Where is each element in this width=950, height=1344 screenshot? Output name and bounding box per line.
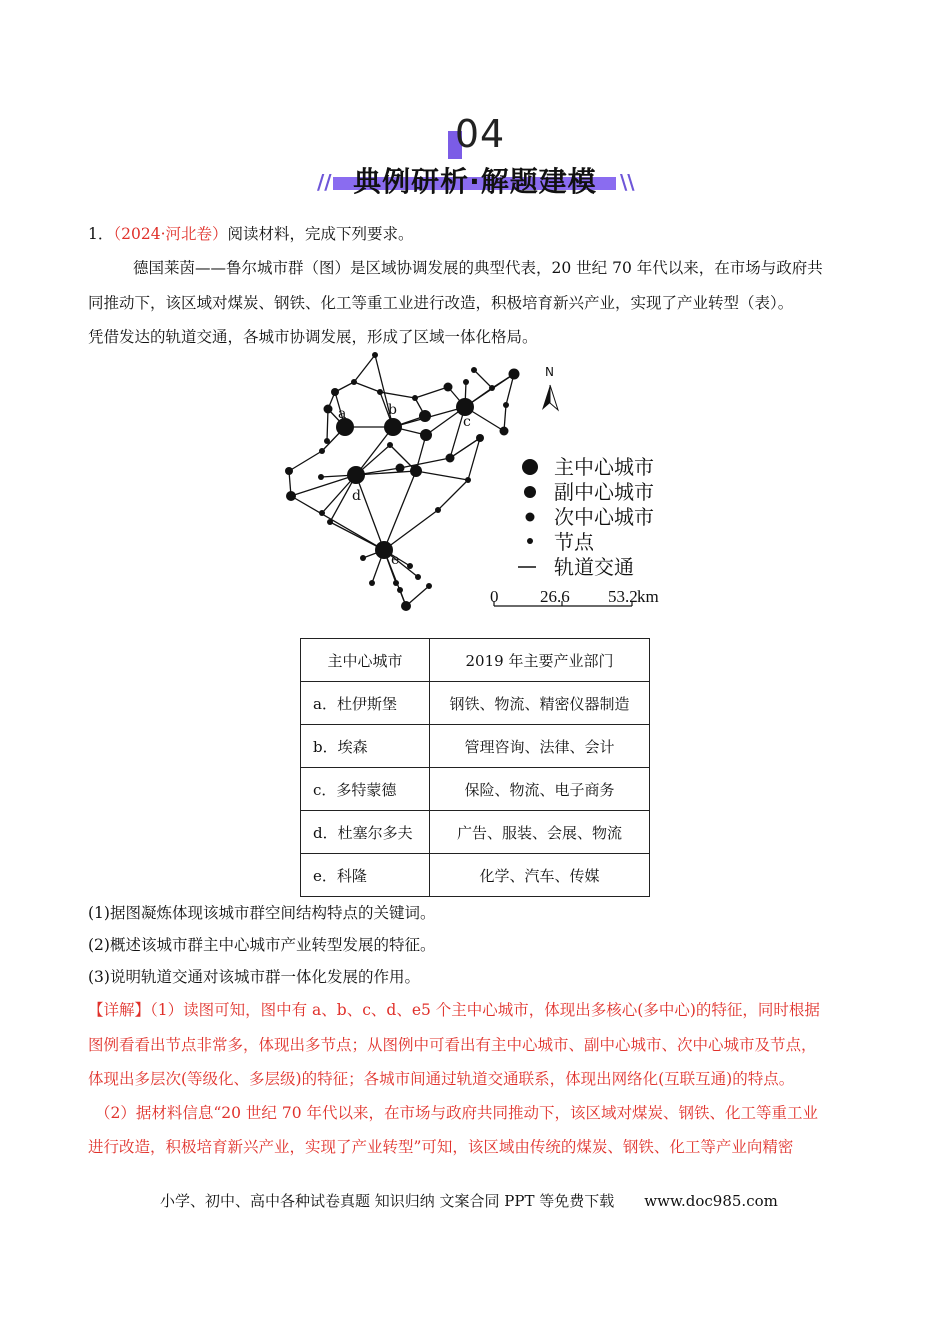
city-label-d: d: [352, 488, 361, 504]
answer-text-1: （1）读图可知，图中有 a、b、c、d、e5 个主中心城市，体现出多核心(多中心)的特征，同时根据: [150, 1001, 820, 1019]
table-cell-industry: 钢铁、物流、精密仪器制造: [430, 682, 650, 725]
question-heading: [88, 224, 414, 244]
answer-line-2: 图例看看出节点非常多，体现出多节点；从图例中可看出有主中心城市、副中心城市、次中心城市及节点，: [88, 1036, 817, 1054]
table-cell-industry: 化学、汽车、传媒: [430, 854, 650, 897]
table-row: [301, 682, 650, 725]
rail-network: [289, 355, 514, 606]
scale-label-0: 0: [490, 587, 499, 606]
section-title: 典例研析·解题建模: [353, 165, 597, 198]
material-line-3: 凭借发达的轨道交通，各城市协调发展，形成了区域一体化格局。: [88, 328, 538, 346]
table-header-industry: 2019 年主要产业部门: [430, 639, 650, 682]
answer-line-4: （2）据材料信息“20 世纪 70 年代以来，在市场与政府共同推动下，该区域对煤炭、钢铁、化工等重工业: [95, 1104, 819, 1122]
map-legend: [518, 456, 654, 579]
sub-question-3: (3)说明轨道交通对该城市群一体化发展的作用。: [88, 968, 420, 986]
answer-line-1: [88, 1000, 820, 1020]
table-row: [301, 768, 650, 811]
industry-table: [300, 638, 650, 897]
slash-decoration-right: \\: [620, 170, 635, 194]
table-cell-city: b．埃森: [301, 725, 430, 768]
table-cell-industry: 广告、服装、会展、物流: [430, 811, 650, 854]
sub-question-1: (1)据图凝炼体现该城市群空间结构特点的关键词。: [88, 904, 436, 922]
material-line-1: 德国莱茵——鲁尔城市群（图）是区域协调发展的典型代表，20 世纪 70 年代以来，在市场与政府共: [133, 259, 823, 277]
slash-decoration-left: //: [317, 170, 332, 194]
footer-url[interactable]: www.doc985.com: [644, 1192, 778, 1210]
city-label-c: c: [463, 414, 471, 430]
table-row: [301, 811, 650, 854]
city-label-a: a: [338, 406, 347, 422]
material-line-2: 同推动下，该区域对煤炭、钢铁、化工等重工业进行改造，积极培育新兴产业，实现了产业转型（表）。: [88, 294, 794, 312]
sub-question-2: (2)概述该城市群主中心城市产业转型发展的特征。: [88, 936, 436, 954]
table-header-row: [301, 639, 650, 682]
scale-label-mid: 26.6: [540, 587, 570, 606]
footer-text: 小学、初中、高中各种试卷真题 知识归纳 文案合同 PPT 等免费下载: [160, 1192, 615, 1210]
question-source: （2024·河北卷）: [113, 225, 228, 243]
table-cell-city: c．多特蒙德: [301, 768, 430, 811]
table-cell-city: d．杜塞尔多夫: [301, 811, 430, 854]
city-label-b: b: [388, 402, 397, 418]
legend-node: 节点: [554, 532, 594, 554]
scale-bar: [490, 587, 659, 606]
table-cell-city: a．杜伊斯堡: [301, 682, 430, 725]
answer-line-3: 体现出多层次(等级化、多层级)的特征；各城市间通过轨道交通联系，体现出网络化(互联互通)的特点。: [88, 1070, 795, 1088]
question-number: 1．: [88, 225, 114, 243]
legend-sub-center: 副中心城市: [554, 482, 654, 504]
answer-label: 【详解】: [88, 1001, 151, 1019]
scale-unit: km: [637, 587, 659, 606]
table-cell-industry: 保险、物流、电子商务: [430, 768, 650, 811]
city-cluster-map: [270, 350, 690, 620]
page-footer: [160, 1191, 778, 1211]
table-row: [301, 725, 650, 768]
legend-main-center: 主中心城市: [554, 457, 654, 479]
city-label-e: e: [391, 552, 400, 568]
answer-line-5: 进行改造，积极培育新兴产业，实现了产业转型”可知，该区域由传统的煤炭、钢铁、化工等产业向精密: [88, 1138, 794, 1156]
table-cell-city: e．科隆: [301, 854, 430, 897]
section-number: 04: [454, 112, 506, 156]
question-instruction: 阅读材料，完成下列要求。: [227, 225, 414, 243]
table-cell-industry: 管理咨询、法律、会计: [430, 725, 650, 768]
legend-rail: 轨道交通: [554, 557, 634, 579]
table-row: [301, 854, 650, 897]
table-header-city: 主中心城市: [301, 639, 430, 682]
north-arrow-icon: [542, 365, 558, 410]
scale-label-max: 53.2: [608, 587, 638, 606]
legend-secondary-center: 次中心城市: [554, 507, 654, 529]
north-label: N: [545, 365, 554, 379]
